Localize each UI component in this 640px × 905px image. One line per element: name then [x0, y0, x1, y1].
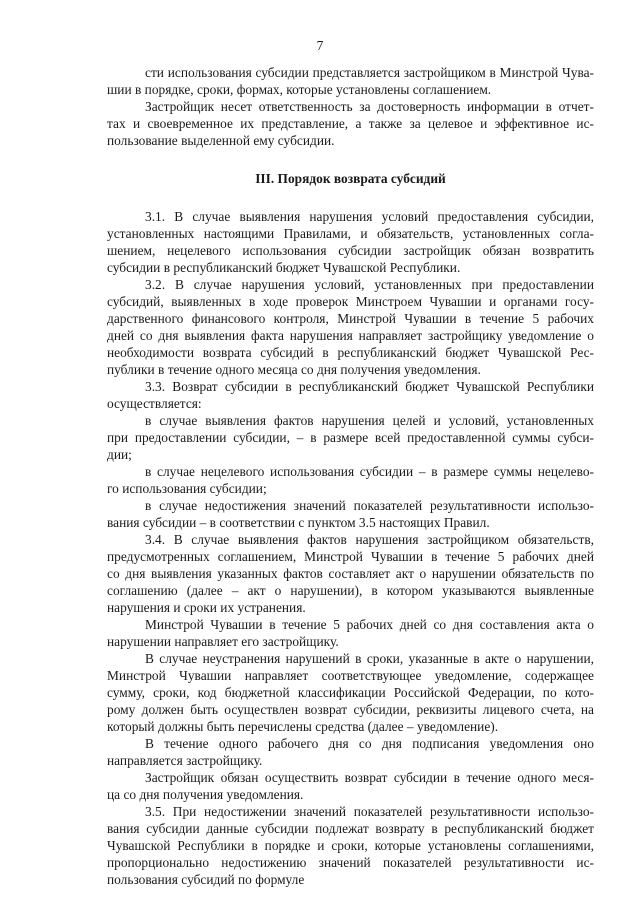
text-line: го использования субсидии;	[107, 481, 267, 496]
text-line: Застройщик обязан осуществить возврат субсидии в течение одного меся-	[145, 770, 594, 785]
text-line: субсидии в республиканский бюджет Чувашской Республики.	[107, 260, 461, 275]
page-number: 7	[316, 38, 324, 53]
text-line: установленных настоящими Правилами, и обязательств, установленных согла-	[107, 226, 594, 241]
intro-paragraphs	[107, 64, 594, 149]
paragraph	[107, 208, 594, 276]
text-line: В течение одного рабочего дня со дня подписания уведомления оно	[145, 736, 594, 751]
text-line: 3.4. В случае выявления фактов нарушения застройщиком обязательств,	[145, 532, 594, 547]
text-line: пользование выделенной ему субсидии.	[107, 133, 335, 148]
paragraph	[107, 98, 594, 149]
paragraph	[107, 616, 594, 650]
text-line: в случае недостижения значений показателей результативности использо-	[145, 498, 594, 513]
text-line: дии;	[107, 447, 132, 462]
section-paragraphs	[107, 208, 594, 888]
text-line: Застройщик несет ответственность за достоверность информации в отчет-	[145, 99, 594, 114]
text-line: 3.1. В случае выявления нарушения условий предоставления субсидии,	[145, 209, 594, 224]
text-line: 3.2. В случае нарушения условий, установленных при предоставлении	[145, 277, 594, 292]
text-line: тах и своевременное их представление, а также за целевое и эффективное ис-	[107, 116, 594, 131]
text-line: Минстрой Чувашии в течение 5 рабочих дней со дня составления акта о	[145, 617, 594, 632]
text-line: нарушении направляет его застройщику.	[107, 634, 339, 649]
paragraph	[107, 378, 594, 412]
text-line: В случае неустранения нарушений в сроки, указанные в акте о нарушении,	[145, 651, 594, 666]
text-line: пользования субсидий по формуле	[107, 872, 305, 887]
text-line: соглашению (далее – акт о нарушении), в котором указываются выявленные	[107, 583, 594, 598]
text-line: Минстрой Чувашии направляет соответствующее уведомление, содержащее	[107, 668, 594, 683]
text-line: при предоставлении субсидии, – в размере всей предоставленной суммы субси-	[107, 430, 594, 445]
paragraph	[107, 64, 594, 98]
text-line: необходимости возврата субсидий в республиканский бюджет Чувашской Рес-	[107, 345, 594, 360]
text-line: осуществляется:	[107, 396, 202, 411]
text-line: ца со дня получения уведомления.	[107, 787, 304, 802]
text-line: субсидий, выявленных в ходе проверок Минстроем Чувашии и органами госу-	[107, 294, 594, 309]
text-line: предусмотренных соглашением, Минстрой Чувашии в течение 5 рабочих дней	[107, 549, 594, 564]
text-line: в случае нецелевого использования субсидии – в размере суммы нецелево-	[145, 464, 594, 479]
paragraph	[107, 803, 594, 888]
document-body	[107, 64, 594, 888]
text-line: 3.5. При недостижении значений показателей результативности использо-	[145, 804, 594, 819]
text-line: шии в порядке, сроки, формах, которые установлены соглашением.	[107, 82, 492, 97]
text-line: шением, нецелевого использования субсидии застройщик обязан возвратить	[107, 243, 594, 258]
text-line: вания субсидии – в соответствии с пунктом 3.5 настоящих Правил.	[107, 515, 490, 530]
paragraph	[107, 463, 594, 497]
paragraph	[107, 769, 594, 803]
text-line: направляется застройщику.	[107, 753, 263, 768]
text-line: со дня выявления указанных фактов составляет акт о нарушении обязательств по	[107, 566, 594, 581]
paragraph	[107, 735, 594, 769]
paragraph	[107, 497, 594, 531]
paragraph	[107, 531, 594, 616]
text-line: 3.3. Возврат субсидии в республиканский бюджет Чувашской Республики	[145, 379, 594, 394]
text-line: дарственного финансового контроля, Минстрой Чувашии в течение 5 рабочих	[107, 311, 594, 326]
text-line: который должны быть перечислены средства (далее – уведомление).	[107, 719, 499, 734]
text-line: публики в течение одного месяца со дня получения уведомления.	[107, 362, 481, 377]
paragraph	[107, 650, 594, 735]
paragraph	[107, 412, 594, 463]
text-line: дней со дня выявления факта нарушения направляет застройщику уведомление о	[107, 328, 594, 343]
paragraph	[107, 276, 594, 378]
text-line: сти использования субсидии представляется застройщиком в Минстрой Чува-	[145, 65, 594, 80]
text-line: сумму, сроки, код бюджетной классификации Российской Федерации, по кото-	[107, 685, 594, 700]
text-line: в случае выявления фактов нарушения целей и условий, установленных	[145, 413, 594, 428]
text-line: нарушения и сроки их устранения.	[107, 600, 306, 615]
text-line: пропорционально недостижению значений показателей результативности ис-	[107, 855, 594, 870]
text-line: рому должен быть осуществлен возврат субсидии, реквизиты лицевого счета, на	[107, 702, 594, 717]
text-line: вания субсидии данные субсидии подлежат возврату в республиканский бюджет	[107, 821, 594, 836]
text-line: Чувашской Республики в порядке и сроки, которые установлены соглашениями,	[107, 838, 594, 853]
section-title: III. Порядок возврата субсидий	[255, 171, 446, 186]
